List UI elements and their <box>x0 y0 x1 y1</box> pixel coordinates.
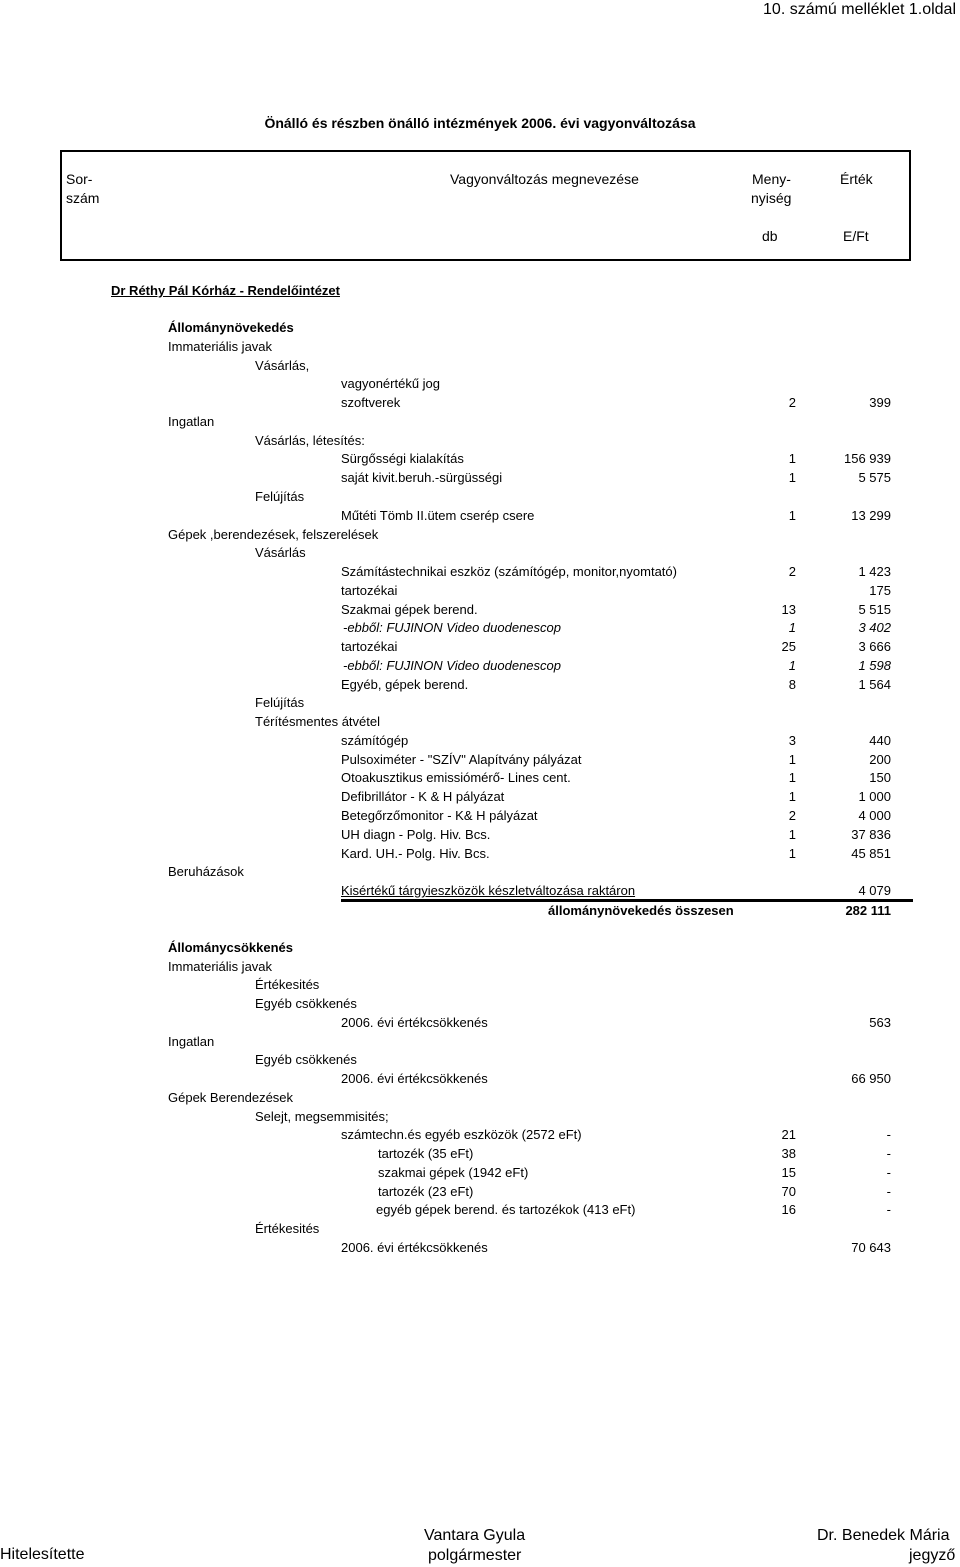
list-item-qty: 2 <box>788 808 796 823</box>
renovation-label: Felújítás <box>255 489 305 504</box>
list-item-name: Pulsoximéter - "SZÍV" Alapítvány pályázat <box>341 752 582 767</box>
small-assets-value: 4 079 <box>858 883 891 898</box>
it-qty: 2 <box>788 564 796 579</box>
of1-value: 3 402 <box>858 620 891 635</box>
list-item-name: szakmai gépek (1942 eFt) <box>378 1165 529 1180</box>
software-qty: 2 <box>788 395 796 410</box>
software-label: szoftverek <box>341 395 401 410</box>
renovation2-label: Felújítás <box>255 695 305 710</box>
header-unit-qty: db <box>762 228 778 244</box>
surgery-qty: 1 <box>788 508 796 523</box>
dec-y1-value: 563 <box>869 1015 891 1030</box>
header-name: Vagyonváltozás megnevezése <box>450 171 639 187</box>
notary-name: Dr. Benedek Mária <box>817 1527 950 1544</box>
prof-label: Szakmai gépek berend. <box>341 602 478 617</box>
surgery-label: Műtéti Tömb II.ütem cserép csere <box>341 508 535 523</box>
increase-total-label: állománynövekedés összesen <box>548 903 734 918</box>
software-value: 399 <box>869 395 891 410</box>
list-item-qty: 1 <box>788 770 796 785</box>
list-item-value: - <box>886 1146 891 1161</box>
it-value: 1 423 <box>858 564 891 579</box>
imm-label: Immateriális javak <box>168 339 273 354</box>
list-item-value: 45 851 <box>851 846 891 861</box>
list-item-qty: 38 <box>781 1146 796 1161</box>
header-sorszam-1: Sor- <box>66 171 93 187</box>
of2-qty: 1 <box>788 658 796 673</box>
other-label: Egyéb, gépek berend. <box>341 677 469 692</box>
increase-total-value: 282 111 <box>845 903 891 918</box>
list-item-name: Defibrillátor - K & H pályázat <box>341 789 505 804</box>
of1-label: -ebből: FUJINON Video duodenescop <box>343 620 561 635</box>
list-item-value: - <box>886 1165 891 1180</box>
list-item-name: tartozék (23 eFt) <box>378 1184 474 1199</box>
list-item-value: 1 000 <box>858 789 891 804</box>
of2-label: -ebből: FUJINON Video duodenescop <box>343 658 561 673</box>
land-buy-label: Vásárlás, létesítés: <box>255 433 365 448</box>
list-item-name: Betegőrzőmonitor - K& H pályázat <box>341 808 538 823</box>
own-label: saját kivit.beruh.-sürgüsségi <box>341 470 503 485</box>
free-transfer-label: Térítésmentes átvétel <box>255 714 380 729</box>
mayor-title: polgármester <box>428 1547 522 1564</box>
list-item-qty: 1 <box>788 752 796 767</box>
it-label: Számítástechnikai eszköz (számítógép, monitor,nyomtató) <box>341 564 677 579</box>
dec-scrap-label: Selejt, megsemmisités; <box>255 1109 389 1124</box>
acc2-value: 3 666 <box>858 639 891 654</box>
list-item-name: tartozék (35 eFt) <box>378 1146 474 1161</box>
list-item-qty: 1 <box>788 789 796 804</box>
certified-label: Hitelesítette <box>0 1546 85 1563</box>
imm-right-label: vagyonértékű jog <box>341 376 441 391</box>
emergency-qty: 1 <box>788 451 796 466</box>
dec-sale-label: Értékesités <box>255 977 320 992</box>
surgery-value: 13 299 <box>851 508 891 523</box>
list-item-qty: 16 <box>781 1202 796 1217</box>
machines-label: Gépek ,berendezések, felszerelések <box>168 527 379 542</box>
dec-y2-label: 2006. évi értékcsökkenés <box>341 1071 488 1086</box>
list-item-name: számtechn.és egyéb eszközök (2572 eFt) <box>341 1127 582 1142</box>
dec-y3-label: 2006. évi értékcsökkenés <box>341 1240 488 1255</box>
list-item-value: - <box>886 1202 891 1217</box>
institution-name: Dr Réthy Pál Kórház - Rendelőintézet <box>111 283 340 298</box>
list-item-name: egyéb gépek berend. és tartozékok (413 eFt) <box>376 1202 636 1217</box>
list-item-qty: 1 <box>788 846 796 861</box>
dec-sale2-label: Értékesités <box>255 1221 320 1236</box>
land-label: Ingatlan <box>168 414 215 429</box>
own-qty: 1 <box>788 470 796 485</box>
header-qty-1: Meny- <box>752 171 791 187</box>
decrease-heading: Állománycsökkenés <box>168 940 294 955</box>
of1-qty: 1 <box>788 620 796 635</box>
header-unit-value: E/Ft <box>843 228 869 244</box>
dec-y3-value: 70 643 <box>851 1240 891 1255</box>
list-item-name: Otoakusztikus emissiómérő- Lines cent. <box>341 770 571 785</box>
total-rule <box>341 899 913 902</box>
list-item-value: 150 <box>869 770 891 785</box>
list-item-qty: 21 <box>781 1127 796 1142</box>
dec-y2-value: 66 950 <box>851 1071 891 1086</box>
emergency-label: Sürgősségi kialakítás <box>341 451 464 466</box>
list-item-name: UH diagn - Polg. Hiv. Bcs. <box>341 827 491 842</box>
list-item-qty: 70 <box>781 1184 796 1199</box>
document-title: Önálló és részben önálló intézmények 2006. évi vagyonváltozása <box>264 115 696 131</box>
acc1-label: tartozékai <box>341 583 398 598</box>
dec-other2-label: Egyéb csökkenés <box>255 1052 357 1067</box>
header-value: Érték <box>840 171 873 187</box>
dec-other1-label: Egyéb csökkenés <box>255 996 357 1011</box>
list-item-name: számítógép <box>341 733 409 748</box>
list-item-value: 4 000 <box>858 808 891 823</box>
list-item-qty: 1 <box>788 827 796 842</box>
mayor-name: Vantara Gyula <box>424 1527 526 1544</box>
prof-value: 5 515 <box>858 602 891 617</box>
purchase-label: Vásárlás <box>255 545 306 560</box>
page-reference: 10. számú melléklet 1.oldal <box>763 1 956 18</box>
small-assets-label: Kisértékű tárgyieszközök készletváltozása raktáron <box>341 883 636 898</box>
emergency-value: 156 939 <box>844 451 891 466</box>
own-value: 5 575 <box>858 470 891 485</box>
list-item-name: Kard. UH.- Polg. Hiv. Bcs. <box>341 846 490 861</box>
list-item-value: 200 <box>869 752 891 767</box>
list-item-value: 440 <box>869 733 891 748</box>
list-item-value: - <box>886 1127 891 1142</box>
investments-label: Beruházások <box>168 864 244 879</box>
imm-buy-label: Vásárlás, <box>255 358 310 373</box>
list-item-qty: 15 <box>781 1165 796 1180</box>
acc2-label: tartozékai <box>341 639 398 654</box>
dec-machines-label: Gépek Berendezések <box>168 1090 294 1105</box>
dec-y1-label: 2006. évi értékcsökkenés <box>341 1015 488 1030</box>
header-qty-2: nyiség <box>751 190 792 206</box>
header-sorszam-2: szám <box>66 190 100 206</box>
other-value: 1 564 <box>858 677 891 692</box>
list-item-value: - <box>886 1184 891 1199</box>
dec-land-label: Ingatlan <box>168 1034 215 1049</box>
list-item-value: 37 836 <box>851 827 891 842</box>
prof-qty: 13 <box>781 602 796 617</box>
acc1-value: 175 <box>869 583 891 598</box>
acc2-qty: 25 <box>781 639 796 654</box>
increase-heading: Állománynövekedés <box>168 320 294 335</box>
of2-value: 1 598 <box>858 658 891 673</box>
notary-title: jegyző <box>909 1547 956 1564</box>
dec-imm-label: Immateriális javak <box>168 959 273 974</box>
other-qty: 8 <box>788 677 796 692</box>
list-item-qty: 3 <box>788 733 796 748</box>
